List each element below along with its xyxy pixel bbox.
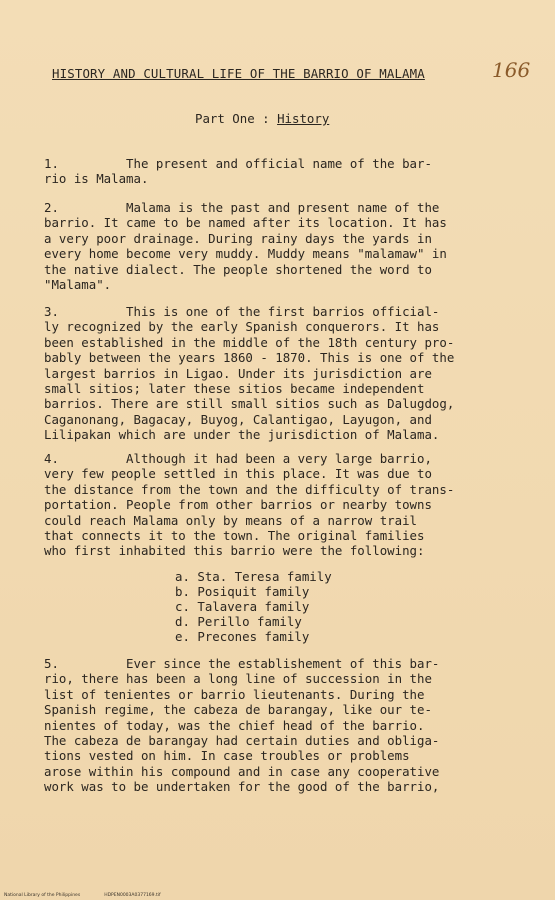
section-label: History (277, 111, 330, 126)
text-line: Lilipakan which are under the jurisdiction of Malama. (44, 427, 440, 443)
text-line: small sitios; later these sitios became independent (44, 381, 425, 397)
text-line: The cabeza de barangay had certain duties and obliga- (44, 733, 440, 749)
text-line: rio is Malama. (44, 171, 149, 187)
document-title: HISTORY AND CULTURAL LIFE OF THE BARRIO OF MALAMA (52, 66, 425, 81)
text-line: portation. People from other barrios or nearby towns (44, 497, 432, 513)
text-line: work was to be undertaken for the good of the barrio, (44, 779, 440, 795)
list-item: b. Posiquit family (175, 584, 310, 600)
text-line: arose within his compound and in case any cooperative (44, 763, 440, 779)
paragraph-4 (44, 451, 534, 559)
text-line: the distance from the town and the difficulty of trans- (44, 481, 455, 497)
library-credit: National Library of the Philippines (4, 893, 81, 898)
text-line: every home become very muddy. Muddy means "malamaw" in (44, 246, 447, 262)
list-item: e. Precones family (175, 629, 310, 645)
text-line: barrio. It came to be named after its location. It has (44, 215, 447, 231)
text-line: tions vested on him. In case troubles or problems (44, 748, 410, 764)
text-line: very few people settled in this place. It was due to (44, 466, 432, 482)
text-line: largest barrios in Ligao. Under its jurisdiction are (44, 365, 432, 381)
text-line: a very poor drainage. During rainy days the yards in (44, 230, 432, 246)
text-line: ly recognized by the early Spanish conquerors. It has (44, 319, 440, 335)
paragraph-1 (44, 156, 534, 187)
text-line: been established in the middle of the 18th century pro- (44, 334, 455, 350)
text-line: 5. Ever since the establishement of this bar- (44, 656, 440, 671)
part-label: Part One : (195, 111, 278, 126)
text-line: could reach Malama only by means of a narrow trail (44, 512, 417, 528)
section-heading (195, 111, 329, 126)
list-item: c. Talavera family (175, 599, 310, 615)
family-list (175, 569, 332, 644)
text-line: 4. Although it had been a very large barrio, (44, 451, 432, 466)
list-item: a. Sta. Teresa family (175, 569, 332, 584)
list-item: d. Perillo family (175, 614, 302, 630)
text-line: rio, there has been a long line of succession in the (44, 671, 432, 687)
paragraph-5 (44, 656, 534, 795)
text-line: barrios. There are still small sitios such as Dalugdog, (44, 396, 455, 412)
text-line: bably between the years 1860 - 1870. This is one of the (44, 350, 455, 366)
text-line: who first inhabited this barrio were the following: (44, 543, 425, 559)
text-line: 3. This is one of the first barrios official- (44, 304, 440, 319)
text-line: "Malama". (44, 277, 112, 293)
text-line: Caganonang, Bagacay, Buyog, Calantigao, Layugon, and (44, 411, 432, 427)
title-row (52, 58, 532, 88)
paragraph-3 (44, 304, 534, 443)
paragraph-2 (44, 200, 534, 292)
text-line: 2. Malama is the past and present name of the (44, 200, 440, 215)
text-line: 1. The present and official name of the bar- (44, 156, 432, 171)
text-line: that connects it to the town. The original families (44, 528, 425, 544)
handwritten-page-number: 166 (492, 58, 531, 82)
text-line: list of tenientes or barrio lieutenants. During the (44, 686, 425, 702)
text-line: Spanish regime, the cabeza de barangay, like our te- (44, 702, 432, 718)
scan-footer (4, 893, 161, 898)
text-line: the native dialect. The people shortened the word to (44, 261, 432, 277)
file-code: HDPEN0003A0377169.tif (104, 893, 161, 898)
text-line: nientes of today, was the chief head of the barrio. (44, 717, 425, 733)
